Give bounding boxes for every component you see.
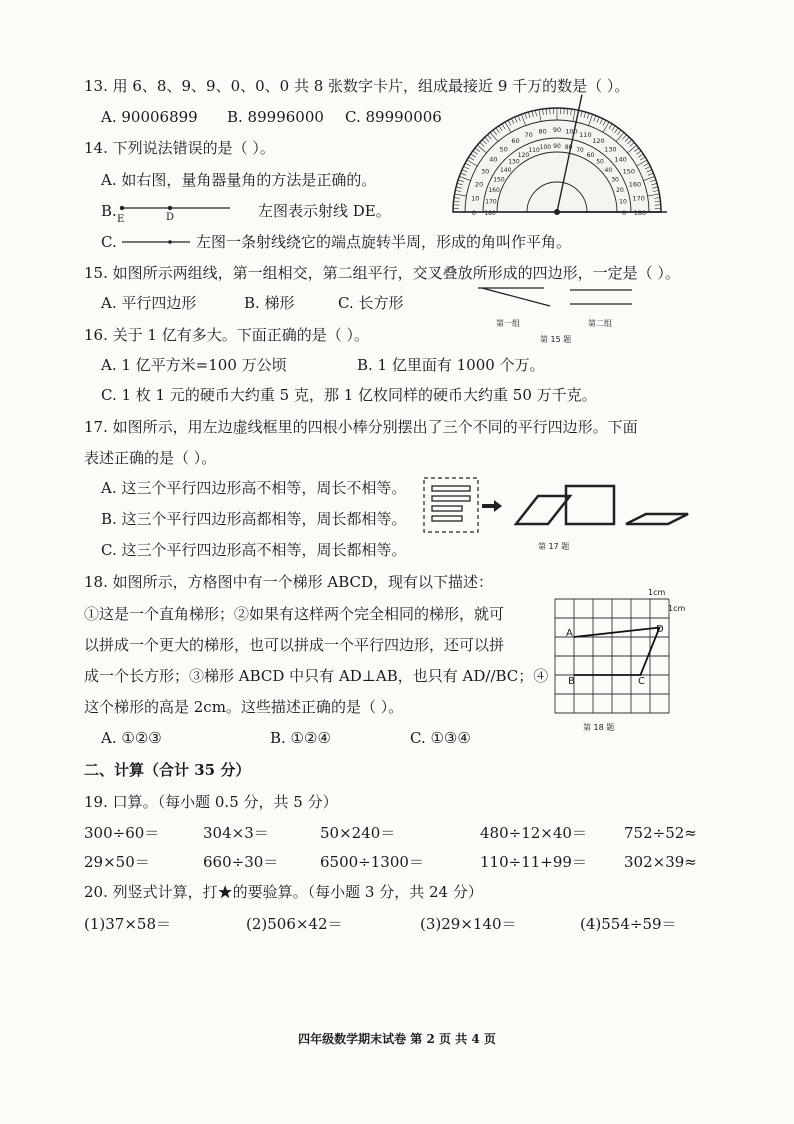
q15-caption: 第 15 题 (540, 335, 572, 344)
protractor-tick-label: 160 (488, 187, 500, 195)
page-footer: 四年级数学期末试卷 第 2 页 共 4 页 (298, 1032, 496, 1046)
q16-option-b: B. 1 亿里面有 1000 个万。 (357, 356, 545, 374)
protractor-tick-label: 100 (565, 127, 578, 136)
q15-option-a: A. 平行四边形 (101, 294, 197, 312)
protractor-tick-label: 90 (552, 126, 562, 134)
q15-stem: 15. 如图所示两组线，第一组相交，第二组平行，交叉叠放所形成的四边形，一定是（ ）。 (84, 264, 680, 282)
q17-caption: 第 17 题 (538, 542, 570, 551)
protractor-tick-label: 0 (622, 210, 626, 217)
q18-caption: 第 18 题 (583, 723, 615, 732)
protractor-tick-label: 70 (524, 131, 533, 140)
q18-desc-line4: 这个梯形的高是 2cm。这些描述正确的是（ ）。 (84, 698, 404, 716)
protractor-tick-label: 180 (633, 209, 647, 217)
q18-option-c: C. ①③④ (410, 729, 471, 747)
protractor-tick-label: 80 (564, 144, 573, 152)
oral-calc-item: 302×39≈ (624, 853, 697, 871)
protractor-tick-label: 150 (622, 167, 636, 176)
q17-option-c: C. 这三个平行四边形高不相等，周长都相等。 (101, 541, 407, 559)
vertical-calc-item: (2)506×42＝ (246, 915, 343, 933)
protractor-tick-label: 170 (632, 194, 645, 203)
q14-stem: 14. 下列说法错误的是（ ）。 (84, 139, 275, 157)
q14-option-c-text: 左图一条射线绕它的端点旋转半周，形成的角叫作平角。 (196, 233, 572, 251)
q18-stem: 18. 如图所示，方格图中有一个梯形 ABCD，现有以下描述： (84, 573, 494, 591)
q17-stem-line2: 表述正确的是（ ）。 (84, 449, 217, 467)
q17-option-a: A. 这三个平行四边形高不相等，周长不相等。 (101, 479, 407, 497)
oral-calc-item: 300÷60＝ (84, 824, 160, 842)
oral-calc-item: 752÷52≈ (624, 824, 697, 842)
protractor-tick-label: 60 (511, 137, 520, 146)
oral-calc-item: 480÷12×40＝ (480, 824, 587, 842)
q18-option-a: A. ①②③ (101, 729, 162, 747)
vertical-calc-item: (1)37×58＝ (84, 915, 171, 933)
q18-desc-line2: 以拼成一个更大的梯形，也可以拼成一个平行四边形，还可以拼 (84, 636, 505, 654)
protractor-tick-label: 30 (611, 176, 619, 184)
protractor-tick-label: 30 (480, 167, 490, 176)
protractor-tick-label: 180 (484, 210, 496, 217)
protractor-tick-label: 160 (628, 180, 642, 189)
protractor-tick-label: 90 (553, 143, 561, 150)
protractor-tick-label: 100 (539, 144, 552, 152)
q18-desc-line3: 成一个长方形；③梯形 ABCD 中只有 AD⊥AB，也只有 AD//BC；④ (84, 667, 549, 685)
q20-stem: 20. 列竖式计算，打★的要验算。（每小题 3 分，共 24 分） (84, 883, 483, 901)
vertical-calc-item: (4)554÷59＝ (580, 915, 677, 933)
vertical-calc-item: (3)29×140＝ (420, 915, 517, 933)
trapezoid-grid-figure (554, 598, 670, 714)
protractor-tick-label: 120 (592, 137, 605, 146)
sticks-parallelograms-figure (420, 474, 690, 538)
protractor-tick-label: 40 (489, 155, 498, 164)
protractor-tick-label: 20 (474, 180, 484, 189)
q16-option-c: C. 1 枚 1 元的硬币大约重 5 克，那 1 亿枚同样的硬币大约重 50 万千克。 (101, 386, 597, 404)
protractor-tick-label: 10 (471, 194, 480, 203)
q15-option-b: B. 梯形 (244, 294, 295, 312)
q14-option-a: A. 如右图，量角器量角的方法是正确的。 (101, 171, 377, 189)
ray-label-d: D (166, 212, 175, 223)
protractor-tick-label: 130 (604, 145, 617, 154)
oral-calc-item: 29×50＝ (84, 853, 150, 871)
protractor-tick-label: 170 (485, 198, 497, 206)
q18-option-b: B. ①②④ (270, 729, 331, 747)
q17-option-b: B. 这三个平行四边形高都相等，周长都相等。 (101, 510, 407, 528)
straight-angle-figure (120, 236, 200, 248)
oral-calc-item: 50×240＝ (320, 824, 396, 842)
point-c-label: C (638, 676, 645, 687)
protractor-tick-label: 50 (499, 145, 508, 154)
protractor-tick-label: 140 (499, 166, 512, 174)
protractor-tick-label: 0 (471, 209, 477, 217)
protractor-tick-label: 120 (517, 151, 530, 159)
protractor-tick-label: 140 (614, 155, 627, 164)
q13-option-c: C. 89990006 (345, 108, 442, 126)
protractor-tick-label: 130 (508, 158, 520, 166)
grid-unit-top: 1cm (648, 588, 666, 597)
q15-option-c: C. 长方形 (338, 294, 404, 312)
protractor-tick-label: 60 (586, 151, 595, 159)
q16-stem: 16. 关于 1 亿有多大。下面正确的是（ ）。 (84, 326, 369, 344)
protractor-tick-label: 70 (576, 147, 584, 155)
point-b-label: B (568, 676, 575, 687)
q18-desc-line1: ①这是一个直角梯形；②如果有这样两个完全相同的梯形，就可 (84, 605, 505, 623)
protractor-tick-label: 110 (528, 147, 540, 155)
q13-option-a: A. 90006899 (101, 108, 198, 126)
grid-unit-right: 1cm (668, 604, 686, 613)
oral-calc-item: 110÷11+99＝ (480, 853, 587, 871)
q13-stem: 13. 用 6、8、9、9、0、0、0 共 8 张数字卡片，组成最接近 9 千万的数是（ ）。 (84, 77, 630, 95)
protractor-figure (448, 96, 666, 220)
protractor-tick-label: 80 (538, 127, 547, 136)
group1-label: 第一组 (496, 319, 520, 328)
point-a-label: A (566, 628, 573, 639)
protractor-tick-label: 10 (619, 198, 627, 206)
q13-option-b: B. 89996000 (227, 108, 324, 126)
q19-stem: 19. 口算。（每小题 0.5 分，共 5 分） (84, 793, 338, 811)
point-d-label: D (656, 624, 664, 635)
q14-option-b-text: 左图表示射线 DE。 (258, 202, 391, 220)
protractor-tick-label: 110 (579, 131, 592, 140)
protractor-tick-label: 50 (596, 158, 604, 166)
protractor-tick-label: 40 (604, 166, 613, 174)
oral-calc-item: 6500÷1300＝ (320, 853, 424, 871)
section-calc-title: 二、计算（合计 35 分） (84, 761, 251, 779)
protractor-tick-label: 20 (616, 187, 624, 195)
q14-option-b-prefix: B. (101, 202, 117, 220)
q16-option-a: A. 1 亿平方米=100 万公顷 (101, 356, 287, 374)
ray-de-figure (118, 200, 238, 224)
q14-option-c-prefix: C. (101, 233, 117, 251)
protractor-tick-label: 150 (493, 176, 505, 184)
q17-stem-line1: 17. 如图所示，用左边虚线框里的四根小棒分别摆出了三个不同的平行四边形。下面 (84, 418, 638, 436)
oral-calc-item: 304×3＝ (203, 824, 269, 842)
oral-calc-item: 660÷30＝ (203, 853, 279, 871)
ray-label-e: E (117, 214, 125, 225)
group2-label: 第二组 (588, 319, 612, 328)
